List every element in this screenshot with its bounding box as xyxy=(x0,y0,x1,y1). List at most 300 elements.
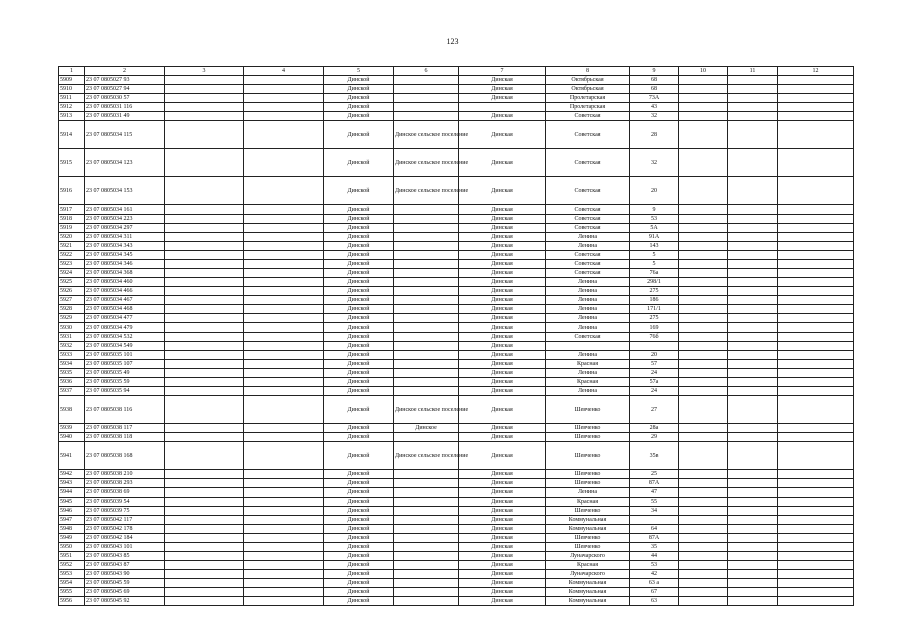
empty-cell xyxy=(728,479,778,488)
empty-cell xyxy=(728,424,778,433)
house-number-cell: 42 xyxy=(630,570,679,579)
empty-cell xyxy=(679,85,728,94)
locality-cell xyxy=(459,103,546,112)
cadastral-number-cell: 23 07 0805034 223 xyxy=(85,214,165,223)
empty-cell xyxy=(244,442,324,470)
street-cell: Шевченко xyxy=(546,433,630,442)
empty-cell xyxy=(679,103,728,112)
district-cell: Динской xyxy=(324,241,394,250)
empty-cell xyxy=(679,470,728,479)
cadastral-number-cell: 23 07 0805045 92 xyxy=(85,597,165,606)
settlement-cell xyxy=(394,387,459,396)
district-cell: Динской xyxy=(324,250,394,259)
locality-cell: Динская xyxy=(459,588,546,597)
house-number-cell: 25 xyxy=(630,470,679,479)
empty-cell xyxy=(679,323,728,332)
empty-cell xyxy=(244,570,324,579)
house-number-cell xyxy=(630,341,679,350)
row-number-cell: 5936 xyxy=(59,377,85,386)
table-row xyxy=(59,112,854,121)
street-cell: Советская xyxy=(546,332,630,341)
empty-cell xyxy=(165,305,244,314)
table-body xyxy=(59,76,854,606)
settlement-cell xyxy=(394,551,459,560)
house-number-cell: 68 xyxy=(630,85,679,94)
empty-cell xyxy=(244,323,324,332)
table-row xyxy=(59,76,854,85)
empty-cell xyxy=(244,359,324,368)
settlement-cell: Динское сельское поселение xyxy=(394,121,459,149)
empty-cell xyxy=(778,488,854,497)
district-cell: Динской xyxy=(324,305,394,314)
empty-cell xyxy=(728,551,778,560)
empty-cell xyxy=(679,76,728,85)
empty-cell xyxy=(778,479,854,488)
district-cell: Динской xyxy=(324,314,394,323)
empty-cell xyxy=(165,433,244,442)
empty-cell xyxy=(679,214,728,223)
row-number-cell: 5929 xyxy=(59,314,85,323)
empty-cell xyxy=(728,323,778,332)
settlement-cell xyxy=(394,296,459,305)
house-number-cell: 76а xyxy=(630,269,679,278)
district-cell: Динской xyxy=(324,269,394,278)
settlement-cell xyxy=(394,542,459,551)
row-number-cell: 5928 xyxy=(59,305,85,314)
cadastral-number-cell: 23 07 0805035 59 xyxy=(85,377,165,386)
empty-cell xyxy=(679,506,728,515)
empty-cell xyxy=(679,515,728,524)
empty-cell xyxy=(165,479,244,488)
table-row xyxy=(59,561,854,570)
row-number-cell: 5911 xyxy=(59,94,85,103)
street-cell: Коммунальная xyxy=(546,515,630,524)
empty-cell xyxy=(778,232,854,241)
empty-cell xyxy=(165,588,244,597)
settlement-cell xyxy=(394,561,459,570)
column-header: 11 xyxy=(728,67,778,76)
empty-cell xyxy=(165,332,244,341)
district-cell: Динской xyxy=(324,506,394,515)
empty-cell xyxy=(244,561,324,570)
empty-cell xyxy=(728,241,778,250)
locality-cell: Динская xyxy=(459,551,546,560)
empty-cell xyxy=(778,323,854,332)
empty-cell xyxy=(778,269,854,278)
table-row xyxy=(59,205,854,214)
table-row xyxy=(59,442,854,470)
street-cell: Ленина xyxy=(546,241,630,250)
cadastral-number-cell: 23 07 0805031 116 xyxy=(85,103,165,112)
house-number-cell: 64 xyxy=(630,524,679,533)
locality-cell: Динская xyxy=(459,561,546,570)
row-number-cell: 5954 xyxy=(59,579,85,588)
settlement-cell xyxy=(394,269,459,278)
district-cell: Динской xyxy=(324,76,394,85)
empty-cell xyxy=(728,377,778,386)
empty-cell xyxy=(728,85,778,94)
table-row xyxy=(59,94,854,103)
table-row xyxy=(59,269,854,278)
empty-cell xyxy=(728,396,778,424)
empty-cell xyxy=(165,103,244,112)
district-cell: Динской xyxy=(324,561,394,570)
house-number-cell: 53 xyxy=(630,561,679,570)
locality-cell: Динская xyxy=(459,250,546,259)
empty-cell xyxy=(165,396,244,424)
row-number-cell: 5932 xyxy=(59,341,85,350)
settlement-cell xyxy=(394,588,459,597)
district-cell: Динской xyxy=(324,214,394,223)
empty-cell xyxy=(679,259,728,268)
empty-cell xyxy=(165,506,244,515)
locality-cell: Динская xyxy=(459,232,546,241)
empty-cell xyxy=(679,278,728,287)
house-number-cell: 87А xyxy=(630,533,679,542)
house-number-cell: 63 а xyxy=(630,579,679,588)
empty-cell xyxy=(728,278,778,287)
empty-cell xyxy=(244,579,324,588)
house-number-cell: 47 xyxy=(630,488,679,497)
house-number-cell: 67 xyxy=(630,588,679,597)
empty-cell xyxy=(244,497,324,506)
row-number-cell: 5926 xyxy=(59,287,85,296)
settlement-cell xyxy=(394,314,459,323)
locality-cell: Динская xyxy=(459,278,546,287)
district-cell: Динской xyxy=(324,515,394,524)
street-cell: Ленина xyxy=(546,387,630,396)
settlement-cell xyxy=(394,506,459,515)
row-number-cell: 5944 xyxy=(59,488,85,497)
empty-cell xyxy=(728,259,778,268)
empty-cell xyxy=(165,579,244,588)
locality-cell: Динская xyxy=(459,287,546,296)
settlement-cell xyxy=(394,470,459,479)
table-row xyxy=(59,314,854,323)
settlement-cell xyxy=(394,479,459,488)
empty-cell xyxy=(778,149,854,177)
empty-cell xyxy=(679,570,728,579)
empty-cell xyxy=(728,387,778,396)
table-row xyxy=(59,296,854,305)
cadastral-number-cell: 23 07 0805034 549 xyxy=(85,341,165,350)
row-number-cell: 5941 xyxy=(59,442,85,470)
empty-cell xyxy=(679,223,728,232)
empty-cell xyxy=(728,149,778,177)
row-number-cell: 5915 xyxy=(59,149,85,177)
settlement-cell xyxy=(394,368,459,377)
street-cell: Шевченко xyxy=(546,542,630,551)
district-cell: Динской xyxy=(324,121,394,149)
locality-cell: Динская xyxy=(459,515,546,524)
empty-cell xyxy=(165,214,244,223)
house-number-cell: 63 xyxy=(630,597,679,606)
house-number-cell xyxy=(630,515,679,524)
district-cell: Динской xyxy=(324,359,394,368)
empty-cell xyxy=(244,470,324,479)
house-number-cell: 298/1 xyxy=(630,278,679,287)
empty-cell xyxy=(778,424,854,433)
locality-cell: Динская xyxy=(459,579,546,588)
empty-cell xyxy=(244,278,324,287)
empty-cell xyxy=(244,259,324,268)
street-cell: Красная xyxy=(546,377,630,386)
row-number-cell: 5914 xyxy=(59,121,85,149)
table-row xyxy=(59,396,854,424)
empty-cell xyxy=(778,296,854,305)
house-number-cell: 28а xyxy=(630,424,679,433)
empty-cell xyxy=(165,232,244,241)
cadastral-number-cell: 23 07 0805034 161 xyxy=(85,205,165,214)
cadastral-number-cell: 23 07 0805042 184 xyxy=(85,533,165,542)
settlement-cell xyxy=(394,332,459,341)
locality-cell: Динская xyxy=(459,177,546,205)
table-row xyxy=(59,103,854,112)
row-number-cell: 5942 xyxy=(59,470,85,479)
empty-cell xyxy=(165,269,244,278)
table-row xyxy=(59,214,854,223)
district-cell: Динской xyxy=(324,287,394,296)
empty-cell xyxy=(679,368,728,377)
empty-cell xyxy=(165,424,244,433)
settlement-cell xyxy=(394,515,459,524)
house-number-cell: 44 xyxy=(630,551,679,560)
settlement-cell xyxy=(394,94,459,103)
empty-cell xyxy=(244,551,324,560)
cadastral-number-cell: 23 07 0805034 115 xyxy=(85,121,165,149)
district-cell: Динской xyxy=(324,488,394,497)
empty-cell xyxy=(165,387,244,396)
street-cell: Ленина xyxy=(546,323,630,332)
column-header: 2 xyxy=(85,67,165,76)
table-row xyxy=(59,424,854,433)
empty-cell xyxy=(778,223,854,232)
district-cell: Динской xyxy=(324,368,394,377)
empty-cell xyxy=(679,205,728,214)
empty-cell xyxy=(244,121,324,149)
empty-cell xyxy=(778,314,854,323)
street-cell: Советская xyxy=(546,112,630,121)
empty-cell xyxy=(244,396,324,424)
empty-cell xyxy=(679,433,728,442)
table-row xyxy=(59,332,854,341)
row-number-cell: 5916 xyxy=(59,177,85,205)
row-number-cell: 5934 xyxy=(59,359,85,368)
locality-cell: Динская xyxy=(459,387,546,396)
empty-cell xyxy=(244,542,324,551)
empty-cell xyxy=(244,424,324,433)
table-row xyxy=(59,570,854,579)
table-row xyxy=(59,597,854,606)
empty-cell xyxy=(778,259,854,268)
district-cell: Динской xyxy=(324,94,394,103)
empty-cell xyxy=(165,323,244,332)
row-number-cell: 5948 xyxy=(59,524,85,533)
table-row xyxy=(59,149,854,177)
empty-cell xyxy=(679,542,728,551)
district-cell: Динской xyxy=(324,570,394,579)
empty-cell xyxy=(165,350,244,359)
table-row xyxy=(59,323,854,332)
settlement-cell xyxy=(394,533,459,542)
table-row xyxy=(59,387,854,396)
settlement-cell xyxy=(394,250,459,259)
locality-cell: Динская xyxy=(459,323,546,332)
empty-cell xyxy=(165,488,244,497)
locality-cell: Динская xyxy=(459,332,546,341)
street-cell: Ленина xyxy=(546,350,630,359)
empty-cell xyxy=(679,588,728,597)
empty-cell xyxy=(778,433,854,442)
row-number-cell: 5925 xyxy=(59,278,85,287)
empty-cell xyxy=(244,76,324,85)
table-row xyxy=(59,341,854,350)
row-number-cell: 5919 xyxy=(59,223,85,232)
locality-cell: Динская xyxy=(459,542,546,551)
street-cell: Коммунальная xyxy=(546,588,630,597)
empty-cell xyxy=(778,597,854,606)
district-cell: Динской xyxy=(324,433,394,442)
locality-cell: Динская xyxy=(459,76,546,85)
cadastral-number-cell: 23 07 0805034 477 xyxy=(85,314,165,323)
street-cell: Шевченко xyxy=(546,470,630,479)
district-cell: Динской xyxy=(324,396,394,424)
cadastral-number-cell: 23 07 0805043 90 xyxy=(85,570,165,579)
house-number-cell: 68 xyxy=(630,76,679,85)
empty-cell xyxy=(679,350,728,359)
empty-cell xyxy=(165,278,244,287)
house-number-cell: 87А xyxy=(630,479,679,488)
house-number-cell: 76б xyxy=(630,332,679,341)
street-cell: Октябрьская xyxy=(546,85,630,94)
settlement-cell xyxy=(394,223,459,232)
empty-cell xyxy=(679,296,728,305)
district-cell: Динской xyxy=(324,259,394,268)
empty-cell xyxy=(728,359,778,368)
district-cell: Динской xyxy=(324,588,394,597)
empty-cell xyxy=(679,442,728,470)
empty-cell xyxy=(679,479,728,488)
empty-cell xyxy=(728,269,778,278)
empty-cell xyxy=(244,433,324,442)
cadastral-number-cell: 23 07 0805035 94 xyxy=(85,387,165,396)
district-cell: Динской xyxy=(324,497,394,506)
empty-cell xyxy=(728,205,778,214)
settlement-cell: Динское сельское поселение xyxy=(394,396,459,424)
row-number-cell: 5946 xyxy=(59,506,85,515)
cadastral-number-cell: 23 07 0805031 49 xyxy=(85,112,165,121)
empty-cell xyxy=(728,433,778,442)
locality-cell: Динская xyxy=(459,359,546,368)
empty-cell xyxy=(679,305,728,314)
row-number-cell: 5910 xyxy=(59,85,85,94)
district-cell: Динской xyxy=(324,177,394,205)
empty-cell xyxy=(728,588,778,597)
district-cell: Динской xyxy=(324,387,394,396)
locality-cell: Динская xyxy=(459,314,546,323)
district-cell: Динской xyxy=(324,85,394,94)
locality-cell: Динская xyxy=(459,368,546,377)
locality-cell: Динская xyxy=(459,223,546,232)
empty-cell xyxy=(679,396,728,424)
empty-cell xyxy=(165,296,244,305)
empty-cell xyxy=(244,205,324,214)
table-row xyxy=(59,377,854,386)
locality-cell: Динская xyxy=(459,296,546,305)
empty-cell xyxy=(165,368,244,377)
table-row xyxy=(59,223,854,232)
row-number-cell: 5937 xyxy=(59,387,85,396)
table-row xyxy=(59,433,854,442)
row-number-cell: 5955 xyxy=(59,588,85,597)
house-number-cell: 29 xyxy=(630,433,679,442)
street-cell: Советская xyxy=(546,177,630,205)
empty-cell xyxy=(728,579,778,588)
empty-cell xyxy=(244,305,324,314)
empty-cell xyxy=(679,561,728,570)
empty-cell xyxy=(728,533,778,542)
locality-cell: Динская xyxy=(459,305,546,314)
settlement-cell xyxy=(394,103,459,112)
empty-cell xyxy=(778,287,854,296)
empty-cell xyxy=(244,368,324,377)
district-cell: Динской xyxy=(324,149,394,177)
district-cell: Динской xyxy=(324,524,394,533)
table-row xyxy=(59,470,854,479)
cadastral-number-cell: 23 07 0805038 168 xyxy=(85,442,165,470)
empty-cell xyxy=(728,214,778,223)
row-number-cell: 5953 xyxy=(59,570,85,579)
row-number-cell: 5927 xyxy=(59,296,85,305)
empty-cell xyxy=(679,241,728,250)
street-cell: Советская xyxy=(546,149,630,177)
empty-cell xyxy=(244,377,324,386)
house-number-cell: 5 xyxy=(630,250,679,259)
table-row xyxy=(59,542,854,551)
empty-cell xyxy=(728,94,778,103)
street-cell xyxy=(546,341,630,350)
locality-cell: Динская xyxy=(459,269,546,278)
row-number-cell: 5933 xyxy=(59,350,85,359)
empty-cell xyxy=(679,332,728,341)
house-number-cell: 171/1 xyxy=(630,305,679,314)
empty-cell xyxy=(165,149,244,177)
table-row xyxy=(59,488,854,497)
street-cell: Советская xyxy=(546,121,630,149)
district-cell: Динской xyxy=(324,579,394,588)
house-number-cell: 34 xyxy=(630,506,679,515)
district-cell: Динской xyxy=(324,332,394,341)
cadastral-number-cell: 23 07 0805034 123 xyxy=(85,149,165,177)
empty-cell xyxy=(778,76,854,85)
empty-cell xyxy=(728,287,778,296)
street-cell: Коммунальная xyxy=(546,597,630,606)
empty-cell xyxy=(244,296,324,305)
cadastral-number-cell: 23 07 0805034 466 xyxy=(85,287,165,296)
empty-cell xyxy=(728,76,778,85)
empty-cell xyxy=(728,223,778,232)
empty-cell xyxy=(165,542,244,551)
empty-cell xyxy=(679,94,728,103)
settlement-cell xyxy=(394,488,459,497)
column-header: 4 xyxy=(244,67,324,76)
street-cell: Шевченко xyxy=(546,533,630,542)
house-number-cell: 32 xyxy=(630,149,679,177)
empty-cell xyxy=(778,332,854,341)
locality-cell: Динская xyxy=(459,442,546,470)
cadastral-number-cell: 23 07 0805045 69 xyxy=(85,588,165,597)
column-header: 8 xyxy=(546,67,630,76)
